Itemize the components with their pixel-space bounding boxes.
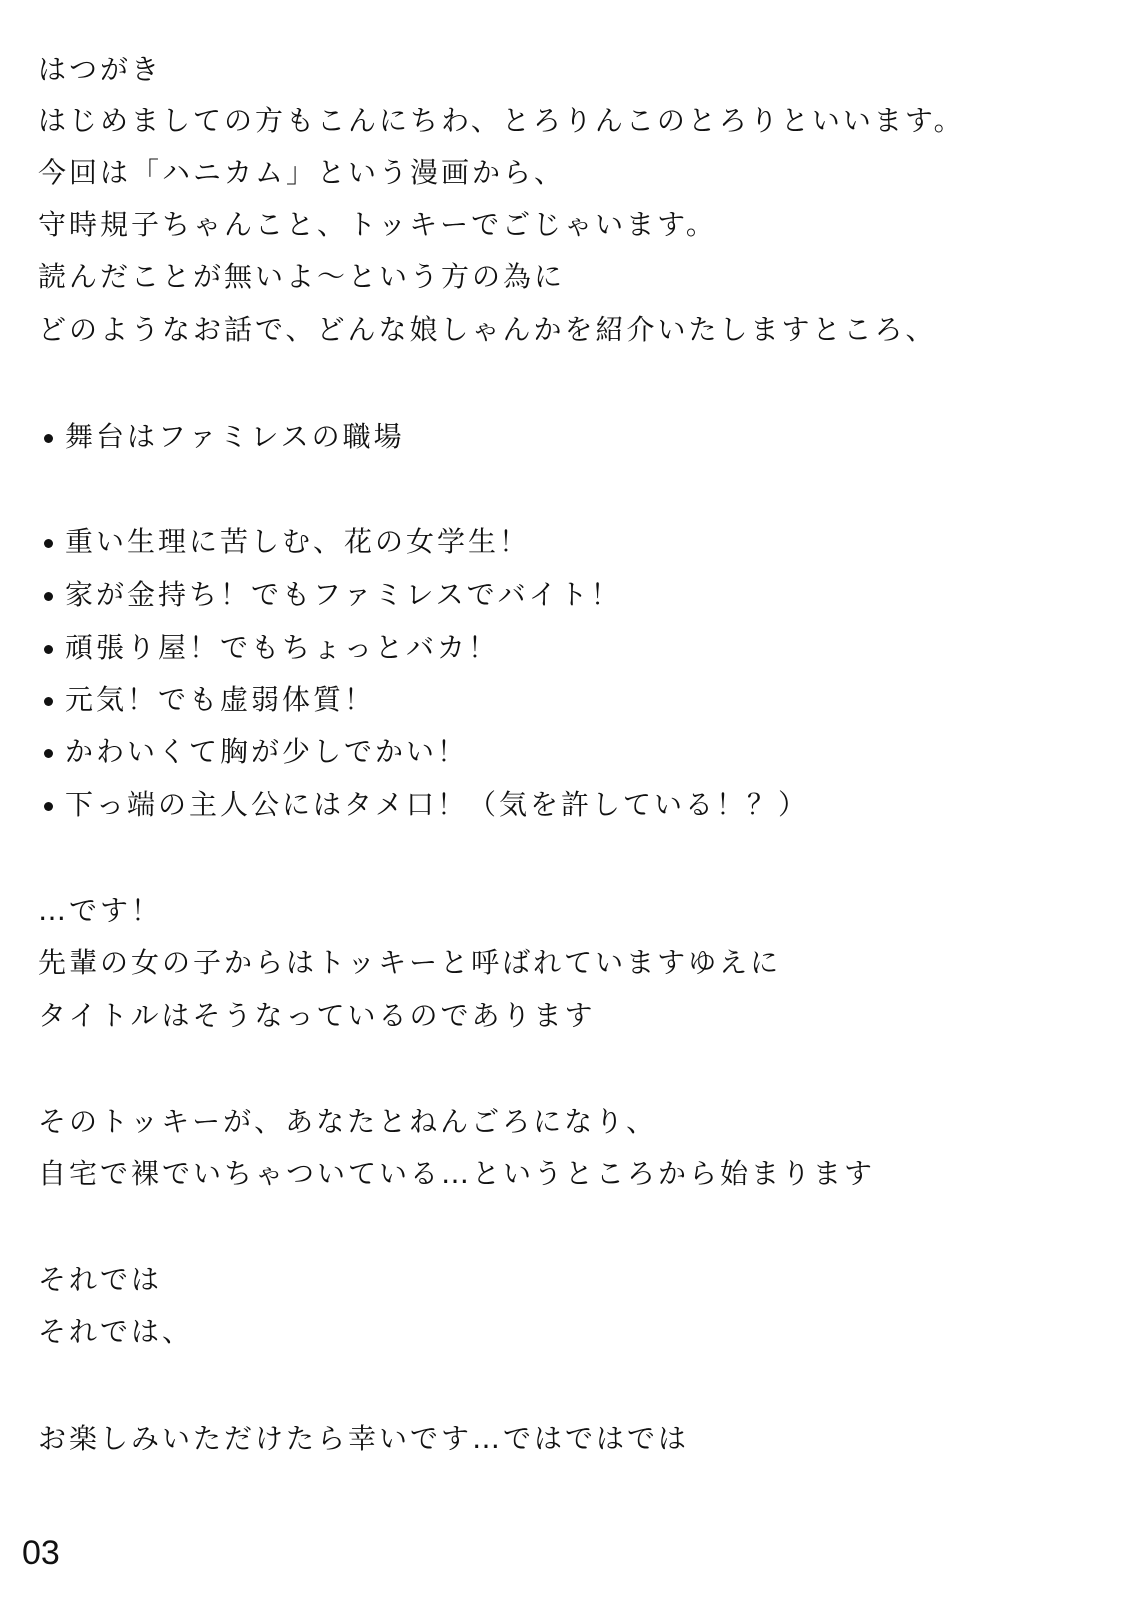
final-line: お楽しみいただけたら幸いです…ではではでは: [38, 1422, 690, 1455]
closing-line: それでは: [38, 1263, 163, 1296]
intro-line: 今回は「ハニカム」という漫画から、: [38, 156, 566, 189]
outro-line: タイトルはそうなっているのであります: [38, 999, 596, 1032]
trait-item: [38, 787, 809, 823]
trait-text: 頑張り屋！でもちょっとバカ！: [65, 631, 500, 664]
outro-line: 先輩の女の子からはトッキーと呼ばれていますゆえに: [38, 946, 782, 979]
setting-text: 舞台はファミレスの職場: [65, 420, 405, 453]
bullet-icon: [44, 592, 53, 601]
intro-line: どのようなお話で、どんな娘しゃんかを紹介いたしますところ、: [38, 313, 937, 346]
heading: はつがき: [38, 53, 163, 86]
trait-item: [38, 734, 468, 770]
outro-line: …です！: [38, 894, 163, 927]
trait-item: [38, 682, 375, 718]
outro-line: そのトッキーが、あなたとねんごろになり、: [38, 1105, 658, 1138]
intro-line: 守時規子ちゃんこと、トッキーでごじゃいます。: [38, 208, 717, 241]
trait-item: [38, 577, 622, 613]
intro-line: 読んだことが無いよ～という方の為に: [38, 260, 566, 293]
bullet-icon: [44, 749, 53, 758]
page-number: 03: [22, 1534, 60, 1572]
bullet-icon: [44, 802, 53, 811]
bullet-icon: [44, 645, 53, 654]
bullet-icon: [44, 539, 53, 548]
outro-line: 自宅で裸でいちゃついている…というところから始まります: [38, 1157, 876, 1190]
trait-text: かわいくて胸が少しでかい！: [65, 735, 469, 768]
setting-item: [38, 419, 405, 455]
bullet-icon: [44, 697, 53, 706]
trait-text: 元気！でも虚弱体質！: [65, 683, 376, 716]
trait-item: [38, 630, 499, 666]
trait-text: 重い生理に苦しむ、花の女学生！: [65, 525, 531, 558]
trait-text: 家が金持ち！でもファミレスでバイト！: [65, 578, 622, 611]
trait-text: 下っ端の主人公にはタメ口！（気を許している！？）: [65, 788, 810, 821]
closing-line: それでは、: [38, 1315, 194, 1348]
bullet-icon: [44, 434, 53, 443]
intro-line: はじめましての方もこんにちわ、とろりんこのとろりといいます。: [38, 104, 965, 137]
trait-item: [38, 524, 530, 560]
